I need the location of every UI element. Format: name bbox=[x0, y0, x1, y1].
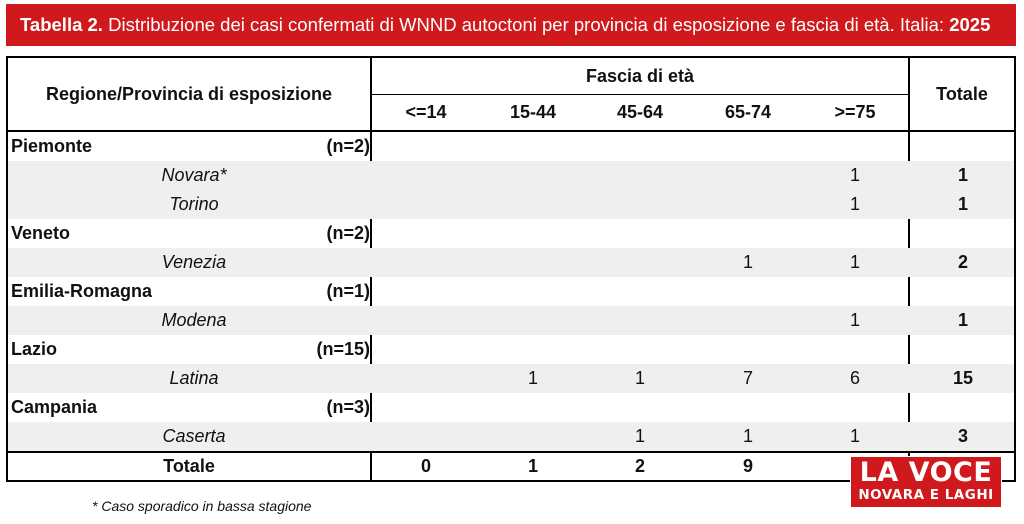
age-column-header: 15-44 bbox=[509, 102, 557, 122]
age-cell: 1 bbox=[634, 426, 645, 446]
age-group-header: Fascia di età bbox=[585, 65, 695, 86]
province-total: 3 bbox=[957, 426, 968, 446]
province-total: 2 bbox=[957, 252, 968, 272]
region-header: Regione/Provincia di esposizione bbox=[45, 84, 333, 104]
province-name: Latina bbox=[169, 368, 219, 388]
age-cell: 1 bbox=[849, 194, 860, 214]
province-total: 15 bbox=[952, 368, 974, 388]
total-cell: 2 bbox=[634, 456, 645, 476]
province-name: Novara* bbox=[161, 165, 227, 185]
age-cell: 1 bbox=[527, 368, 538, 388]
province-total: 1 bbox=[957, 194, 968, 214]
age-cell: 7 bbox=[742, 368, 753, 388]
la-voce-logo bbox=[850, 456, 1002, 508]
title-year: 2025 bbox=[949, 14, 991, 35]
region-name: Emilia-Romagna bbox=[11, 281, 153, 301]
region-case-count: (n=2) bbox=[326, 223, 370, 243]
data-table bbox=[6, 56, 1016, 482]
title-text: Distribuzione dei casi confermati di WNND autoctoni per provincia di esposizione e fascia di età. Italia: bbox=[108, 14, 945, 35]
province-total: 1 bbox=[957, 165, 968, 185]
total-cell: 1 bbox=[527, 456, 538, 476]
age-column-header: 65-74 bbox=[724, 102, 772, 122]
province-name: Venezia bbox=[161, 252, 227, 272]
region-case-count: (n=3) bbox=[326, 397, 370, 417]
age-cell: 1 bbox=[849, 252, 860, 272]
region-name: Lazio bbox=[11, 339, 58, 359]
age-cell: 6 bbox=[849, 368, 860, 388]
age-cell: 1 bbox=[849, 310, 860, 330]
age-cell: 1 bbox=[634, 368, 645, 388]
region-case-count: (n=2) bbox=[326, 136, 370, 156]
region-name: Campania bbox=[11, 397, 98, 417]
age-column-header: >=75 bbox=[834, 102, 876, 122]
region-case-count: (n=1) bbox=[326, 281, 370, 301]
total-header: Totale bbox=[936, 84, 988, 104]
province-name: Torino bbox=[169, 194, 219, 214]
footnote: * Caso sporadico in bassa stagione bbox=[92, 498, 312, 514]
table-title bbox=[6, 4, 1016, 46]
province-name: Modena bbox=[161, 310, 227, 330]
age-cell: 1 bbox=[849, 165, 860, 185]
age-cell: 1 bbox=[849, 426, 860, 446]
province-name: Caserta bbox=[162, 426, 226, 446]
region-name: Veneto bbox=[11, 223, 71, 243]
region-case-count: (n=15) bbox=[316, 339, 370, 359]
title-prefix: Tabella 2. bbox=[20, 14, 103, 35]
total-cell: 9 bbox=[742, 456, 753, 476]
total-cell: 0 bbox=[420, 456, 431, 476]
province-total: 1 bbox=[957, 310, 968, 330]
logo-line1: LA VOCE bbox=[859, 457, 993, 488]
region-name: Piemonte bbox=[11, 136, 93, 156]
age-column-header: <=14 bbox=[405, 102, 447, 122]
logo-line2: NOVARA E LAGHI bbox=[858, 487, 994, 503]
age-cell: 1 bbox=[742, 426, 753, 446]
age-column-header: 45-64 bbox=[616, 102, 664, 122]
age-cell: 1 bbox=[742, 252, 753, 272]
totals-label: Totale bbox=[163, 456, 215, 476]
